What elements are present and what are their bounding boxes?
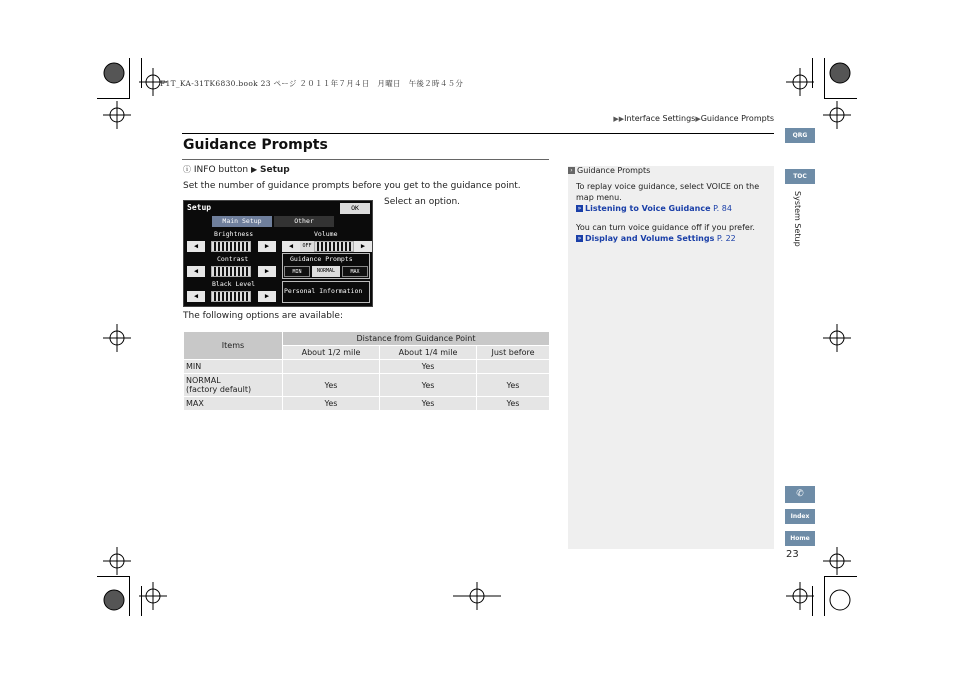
table-cell: Yes bbox=[380, 397, 476, 410]
print-header: F1T_KA-31TK6830.book 23 ページ ２０１１年７月４日 月曜日 午後２時４５分 bbox=[160, 79, 464, 88]
screen-contrast-bar bbox=[211, 266, 251, 277]
screen-ok-button: OK bbox=[340, 203, 370, 214]
page-number: 23 bbox=[786, 549, 799, 560]
screen-right-arrow-icon: ▶ bbox=[258, 266, 276, 277]
row-label-text: MIN bbox=[186, 362, 202, 371]
table-row bbox=[184, 360, 549, 373]
screen-max-option: MAX bbox=[342, 266, 368, 277]
column-header: Just before bbox=[477, 346, 549, 359]
link-arrow-icon: » bbox=[577, 205, 582, 212]
select-option-text: Select an option. bbox=[384, 197, 461, 207]
triangle-icon: ▶ bbox=[695, 115, 701, 123]
row-label-note: (factory default) bbox=[186, 385, 252, 394]
link-listening-page[interactable]: P. 84 bbox=[713, 204, 732, 213]
setup-screen-image bbox=[183, 200, 373, 307]
screen-left-arrow-icon: ◀ bbox=[187, 266, 205, 277]
table-cell bbox=[283, 360, 379, 373]
row-label bbox=[184, 397, 282, 410]
column-header: About 1/2 mile bbox=[283, 346, 379, 359]
screen-left-arrow-icon: ◀ bbox=[187, 241, 205, 252]
link-listening[interactable] bbox=[576, 203, 732, 214]
nav-target-label: Setup bbox=[259, 165, 290, 175]
screen-contrast-label: Contrast bbox=[217, 255, 249, 263]
screen-guidance-label: Guidance Prompts bbox=[290, 255, 353, 263]
side-note-panel bbox=[568, 166, 774, 549]
side-panel-para1 bbox=[576, 181, 766, 203]
screen-volume-label: Volume bbox=[314, 230, 338, 238]
screen-right-arrow-icon: ▶ bbox=[354, 241, 372, 252]
table-cell: Yes bbox=[477, 374, 549, 396]
screen-volume-bar bbox=[314, 241, 354, 252]
nav-button-label: INFO button bbox=[193, 165, 249, 175]
table-cell bbox=[477, 360, 549, 373]
breadcrumb-part1: Interface Settings bbox=[624, 114, 696, 123]
side-panel-para2: You can turn voice guidance off if you prefer. bbox=[576, 223, 755, 232]
tab-voice-command[interactable] bbox=[785, 486, 815, 503]
link-display-volume[interactable] bbox=[576, 233, 736, 244]
link-display-volume-text[interactable]: Display and Volume Settings bbox=[585, 234, 715, 243]
link-arrow-icon: » bbox=[577, 235, 582, 242]
side-panel-title bbox=[568, 166, 650, 175]
table-cell: Yes bbox=[380, 374, 476, 396]
screen-left-arrow-icon: ◀ bbox=[282, 241, 300, 252]
voice-command-icon: ✆ bbox=[796, 489, 804, 499]
table-row bbox=[184, 374, 549, 396]
tab-index[interactable]: Index bbox=[785, 509, 815, 524]
screen-left-arrow-icon: ◀ bbox=[187, 291, 205, 302]
row-label bbox=[184, 374, 282, 396]
row-label-text: MAX bbox=[186, 399, 204, 408]
table-cell: Yes bbox=[283, 374, 379, 396]
screen-brightness-bar bbox=[211, 241, 251, 252]
row-label-text: NORMAL bbox=[186, 376, 221, 385]
link-display-volume-page[interactable]: P. 22 bbox=[716, 234, 736, 243]
options-intro: The following options are available: bbox=[183, 311, 344, 321]
screen-tab-main: Main Setup bbox=[212, 216, 272, 227]
screen-personal-info-label: Personal Information bbox=[284, 287, 363, 295]
triangle-icon: ▶▶ bbox=[613, 115, 625, 123]
table-cell: Yes bbox=[380, 360, 476, 373]
screen-brightness-label: Brightness bbox=[214, 230, 254, 238]
screen-off-label: OFF bbox=[300, 241, 314, 252]
breadcrumb bbox=[613, 114, 774, 123]
para1-pre: To replay voice guidance, select bbox=[576, 182, 707, 191]
intro-text: Set the number of guidance prompts before you get to the guidance point. bbox=[183, 181, 521, 191]
screen-tab-other: Other bbox=[274, 216, 334, 227]
screen-right-arrow-icon: ▶ bbox=[258, 291, 276, 302]
link-listening-text[interactable]: Listening to Voice Guidance bbox=[585, 204, 711, 213]
column-header: About 1/4 mile bbox=[380, 346, 476, 359]
page-title: Guidance Prompts bbox=[183, 137, 328, 153]
screen-right-arrow-icon: ▶ bbox=[258, 241, 276, 252]
para1-post: on the map menu. bbox=[576, 182, 760, 202]
options-table bbox=[183, 331, 550, 411]
table-row bbox=[184, 397, 549, 410]
row-label bbox=[184, 360, 282, 373]
distance-header: Distance from Guidance Point bbox=[283, 332, 549, 345]
tab-toc[interactable]: TOC bbox=[785, 169, 815, 184]
breadcrumb-part2: Guidance Prompts bbox=[700, 114, 774, 123]
para1-voice: VOICE bbox=[706, 182, 731, 191]
arrow-icon: ▶ bbox=[250, 165, 258, 174]
note-icon: › bbox=[568, 167, 575, 174]
screen-black-level-label: Black Level bbox=[212, 280, 256, 288]
screen-black-level-bar bbox=[211, 291, 251, 302]
side-panel-title-text: Guidance Prompts bbox=[577, 166, 651, 175]
tab-home[interactable]: Home bbox=[785, 531, 815, 546]
screen-min-option: MIN bbox=[284, 266, 310, 277]
tab-qrg[interactable]: QRG bbox=[785, 128, 815, 143]
title-underline bbox=[182, 159, 549, 160]
section-label: System Setup bbox=[793, 191, 802, 247]
screen-normal-option: NORMAL bbox=[312, 266, 340, 277]
title-rule bbox=[182, 133, 774, 134]
table-cell: Yes bbox=[283, 397, 379, 410]
items-header: Items bbox=[184, 332, 282, 359]
screen-title: Setup bbox=[187, 203, 212, 212]
table-cell: Yes bbox=[477, 397, 549, 410]
info-button-icon: ⓘ bbox=[183, 165, 191, 174]
nav-path bbox=[183, 164, 290, 175]
